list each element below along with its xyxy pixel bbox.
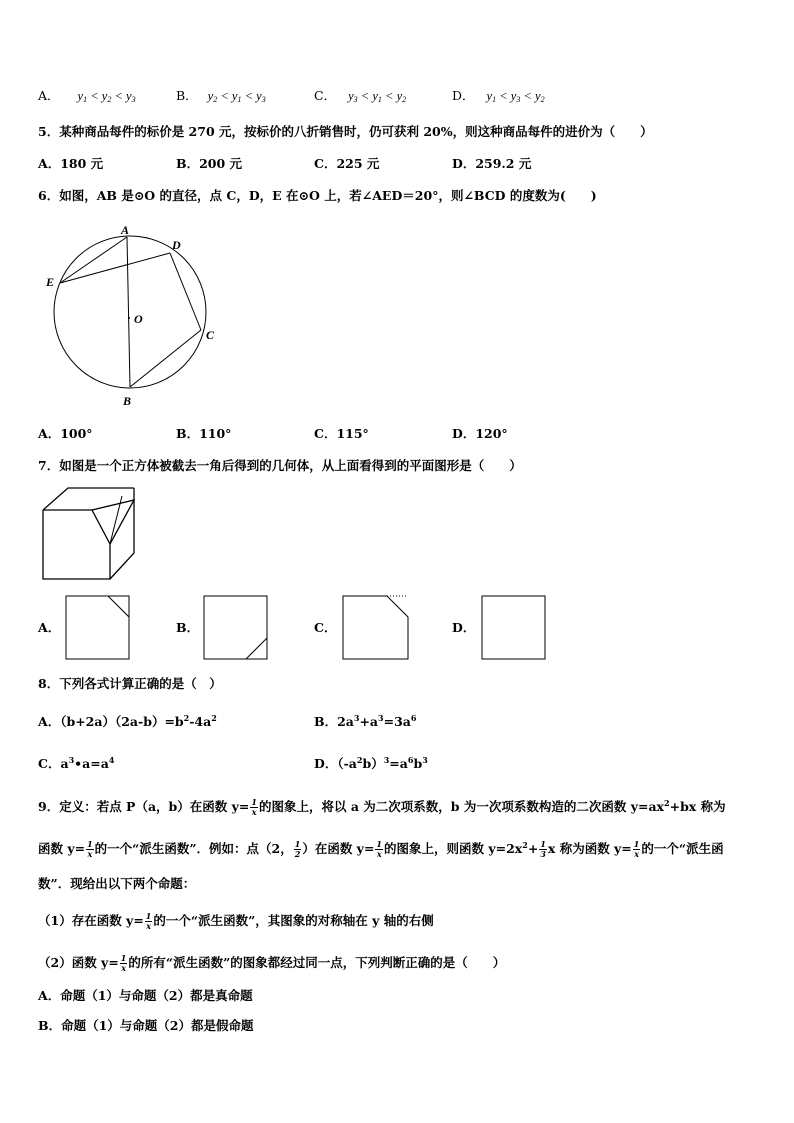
q9-proposition-1: （1）存在函数 y= $\frac{1}{x}$ 的一个“派生函数”，其图象的对称轴在 y 轴的右侧 (38, 911, 434, 931)
q6-stem: 6．如图，AB 是⊙O 的直径，点 C，D，E 在⊙O 上，若∠AED＝20°，则∠BCD 的度数为( ) (38, 188, 597, 203)
q4-option-b: B． $y_2 < y_1 < y_3$ (176, 88, 266, 104)
q8-option-b: B．$2a^3+a^3=3a^6$ (314, 713, 417, 729)
q4-option-c: C． $y_3 < y_1 < y_2$ (314, 88, 407, 104)
view-c-shape (343, 596, 408, 659)
q9-line-3: 数”．现给出以下两个命题： (38, 876, 196, 891)
label-a: A (121, 223, 130, 237)
q5-option-a: A．180 元 (38, 156, 104, 171)
view-b-square (204, 596, 267, 659)
cube-top-edge (43, 488, 134, 510)
q6-option-c: C．115° (314, 426, 369, 441)
q5-option-c: C．225 元 (314, 156, 380, 171)
q4-option-d: D． $y_1 < y_3 < y_2$ (452, 88, 545, 104)
q8-stem: 8．下列各式计算正确的是（ ） (38, 676, 222, 691)
cut-inner-line (110, 496, 122, 544)
q9-line-2: 函数 y= $\frac{1}{x}$ 的一个“派生函数”．例如：点（2， $\frac{1}{2}$ ）在函数 y= $\frac{1}{x}$ 的图象上，则函数 $y=2x^2+$ $\frac{1}{3}$ x 称为函数 y= $\frac{1}{x}$ 的一个“派生函 (38, 839, 724, 859)
q6-option-b: B．110° (176, 426, 232, 441)
cube-right-edge (110, 488, 134, 579)
q9-proposition-2: （2）函数 y= $\frac{1}{x}$ 的所有“派生函数”的图象都经过同一点，下列判断正确的是（ ） (38, 953, 506, 973)
q4-option-a: A． $y_1 < y_2 < y_3$ (38, 88, 136, 104)
view-b-line (246, 638, 267, 659)
q5-option-d: D．259.2 元 (452, 156, 532, 171)
q8-option-a: A．$(b+2a)(2a-b)=b^2-4a^2$ (38, 713, 217, 729)
q9-option-a: A．命题（1）与命题（2）都是真命题 (38, 988, 253, 1003)
cube-front-face (43, 510, 110, 579)
label-c: C (206, 328, 215, 342)
q7-stem: 7．如图是一个正方体被截去一角后得到的几何体，从上面看得到的平面图形是（ ） (38, 458, 522, 473)
q7-option-b: B． (176, 620, 200, 635)
cut-triangle (92, 500, 134, 544)
q7-option-c: C． (314, 620, 337, 635)
q7-option-d: D． (452, 620, 476, 635)
q7-option-a: A． (38, 620, 61, 635)
label-b: B (123, 394, 132, 408)
q8-option-d: D．$(-a^2b)^3=a^6b^3$ (314, 755, 428, 771)
q9-option-b: B．命题（1）与命题（2）都是假命题 (38, 1018, 254, 1033)
q5-stem: 5．某种商品每件的标价是 270 元，按标价的八折销售时，仍可获利 20%，则这种商品每件的进价为（ ） (38, 124, 653, 139)
q9-line-1: 9．定义：若点 P（a，b）在函数 y= $\frac{1}{x}$ 的图象上，将以 a 为二次项系数，b 为一次项系数构造的二次函数 $y=ax^2+bx$ 称为 (38, 797, 726, 817)
q6-option-a: A．100° (38, 426, 93, 441)
view-a-line (108, 596, 129, 617)
q5-option-b: B．200 元 (176, 156, 243, 171)
view-a-square (66, 596, 129, 659)
q8-option-c: C．$a^3•a=a^4$ (38, 755, 115, 771)
view-d-square (482, 596, 545, 659)
label-d: D (172, 238, 181, 252)
label-o: O (134, 312, 143, 326)
label-e: E (46, 275, 55, 289)
q6-option-d: D．120° (452, 426, 508, 441)
